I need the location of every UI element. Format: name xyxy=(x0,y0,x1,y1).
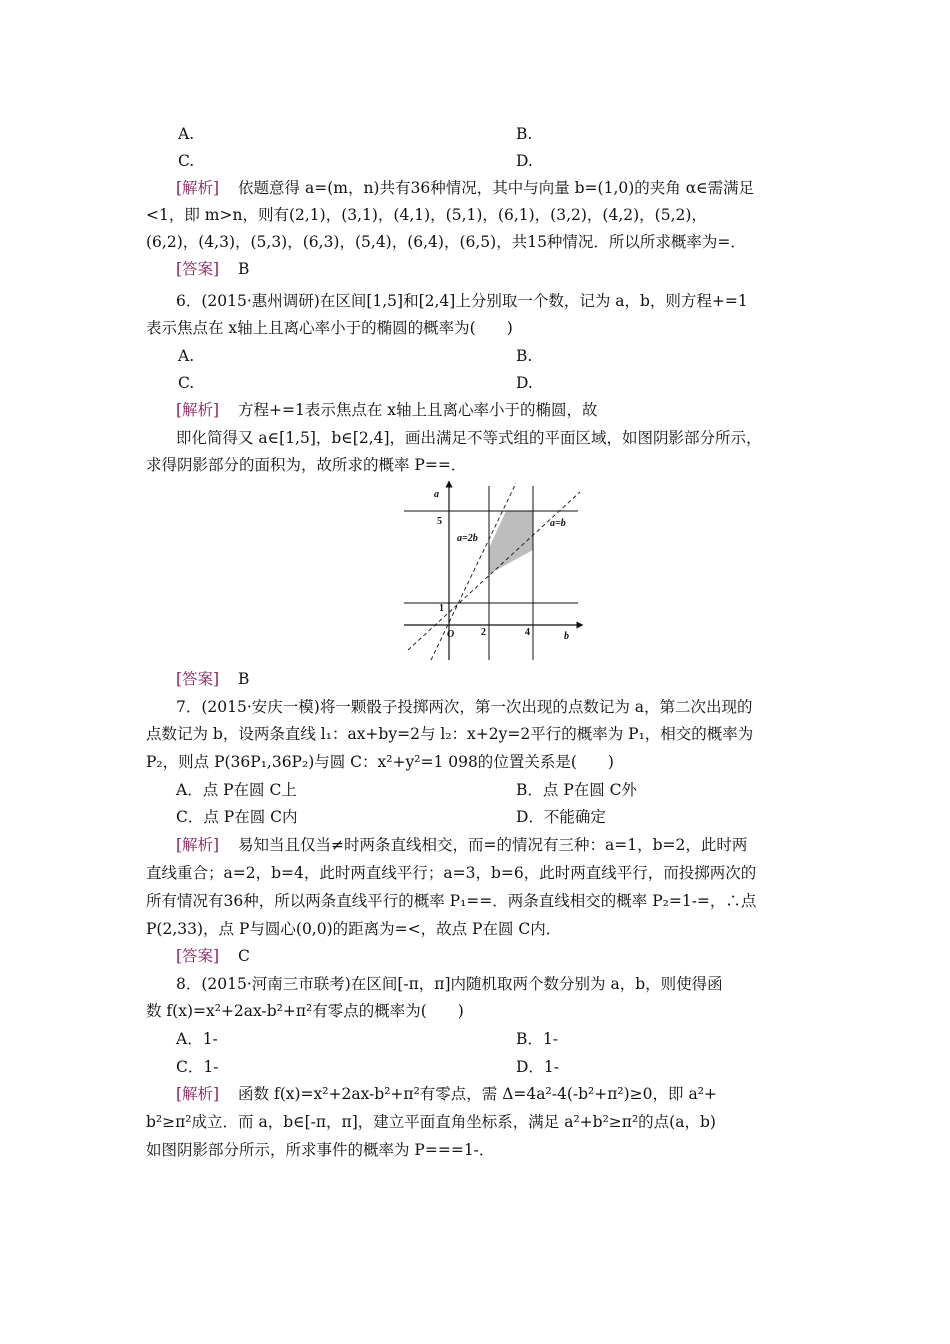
q7-option-c: C．点 P在圆 C内 xyxy=(176,808,298,826)
q6-analysis-text: 方程+=1表示焦点在 x轴上且离心率小于的椭圆，故 xyxy=(238,401,598,419)
line-a-eq-b-label: a=b xyxy=(550,518,566,529)
q6-analysis-tag: [解析] xyxy=(176,401,220,419)
q5-option-c: C. xyxy=(178,152,195,170)
q8-analysis-tag: [解析] xyxy=(176,1085,220,1103)
q6-analysis-line-3: 求得阴影部分的面积为，故所求的概率 P==． xyxy=(146,456,467,474)
q7-analysis-line-1 xyxy=(176,835,747,855)
q7-option-a: A．点 P在圆 C上 xyxy=(176,781,297,799)
tick-label-5: 5 xyxy=(437,516,442,527)
q8-option-c: C．1- xyxy=(176,1058,219,1076)
origin-label: O xyxy=(447,629,455,640)
q5-option-b: B. xyxy=(516,125,533,143)
q5-answer-tag: [答案] xyxy=(176,260,220,278)
q6-answer-value: B xyxy=(238,670,250,688)
q6-stem-line-2: 表示焦点在 x轴上且离心率小于的椭圆的概率为( ) xyxy=(146,319,513,337)
q5-analysis-text: 依题意得 a=(m，n)共有36种情况，其中与向量 b=(1,0)的夹角 α∈需满足 xyxy=(238,179,755,197)
q7-analysis-text: 易知当且仅当≠时两条直线相交，而=的情况有三种：a=1，b=2，此时两 xyxy=(238,836,748,854)
q7-answer-tag: [答案] xyxy=(176,947,220,965)
q7-stem-line-3: P₂，则点 P(36P₁,36P₂)与圆 C：x²+y²=1 098的位置关系是( ) xyxy=(146,753,614,771)
q7-analysis-line-2: 直线重合；a=2，b=4，此时两直线平行；a=3，b=6，此时两直线平行，而投掷两次的 xyxy=(146,864,757,882)
q7-stem-line-2: 点数记为 b，设两条直线 l₁：ax+by=2与 l₂：x+2y=2平行的概率为 P₁，相交的概率为 xyxy=(146,725,754,743)
q7-analysis-line-3: 所有情况有36种，所以两条直线平行的概率 P₁==．两条直线相交的概率 P₂=1-=，∴点 xyxy=(146,892,757,910)
shaded-region xyxy=(489,511,533,574)
q8-analysis-text: 函数 f(x)=x²+2ax-b²+π²有零点，需 Δ=4a²-4(-b²+π²)≥0，即 a²+ xyxy=(238,1085,717,1103)
q5-analysis-line-2: <1，即 m>n，则有(2,1)，(3,1)，(4,1)，(5,1)，(6,1)，(3,2)，(4,2)，(5,2)， xyxy=(146,206,707,224)
q6-figure xyxy=(398,480,584,664)
line-a-eq-2b xyxy=(431,483,516,660)
tick-label-4: 4 xyxy=(525,627,530,638)
q7-stem-line-1: 7．(2015·安庆一模)将一颗骰子投掷两次，第一次出现的点数记为 a，第二次出现的 xyxy=(176,698,753,716)
q7-analysis-line-4: P(2,33)，点 P与圆心(0,0)的距离为=<，故点 P在圆 C内． xyxy=(146,920,562,938)
q8-analysis-line-3: 如图阴影部分所示，所求事件的概率为 P===1-． xyxy=(146,1141,495,1159)
tick-label-1: 1 xyxy=(439,603,444,614)
q8-option-d: D．1- xyxy=(516,1058,560,1076)
q6-answer xyxy=(176,669,249,689)
q6-option-c: C. xyxy=(178,374,195,392)
q5-analysis-tag: [解析] xyxy=(176,179,220,197)
q8-stem-line-2: 数 f(x)=x²+2ax-b²+π²有零点的概率为( ) xyxy=(146,1002,464,1020)
q5-option-d: D. xyxy=(516,152,533,170)
q6-answer-tag: [答案] xyxy=(176,670,220,688)
q5-answer xyxy=(176,259,249,279)
line-a-eq-2b-label: a=2b xyxy=(457,533,478,544)
tick-label-2: 2 xyxy=(481,627,486,638)
q8-stem-line-1: 8．(2015·河南三市联考)在区间[-π，π]内随机取两个数分别为 a，b，则使得函 xyxy=(176,975,723,993)
q8-option-b: B．1- xyxy=(516,1030,558,1048)
q5-option-a: A. xyxy=(178,125,195,143)
q5-answer-value: B xyxy=(238,260,250,278)
q8-analysis-line-1 xyxy=(176,1084,717,1104)
q8-analysis-line-2: b²≥π²成立．而 a，b∈[-π，π]，建立平面直角坐标系，满足 a²+b²≥π²的点(a，b) xyxy=(146,1113,716,1131)
q6-option-d: D. xyxy=(516,374,533,392)
b-axis-label: b xyxy=(564,631,569,642)
q7-option-d: D．不能确定 xyxy=(516,808,606,826)
q6-analysis-line-2: 即化简得又 a∈[1,5]，b∈[2,4]，画出满足不等式组的平面区域，如图阴影部分所示， xyxy=(176,429,762,447)
q6-option-a: A. xyxy=(178,347,195,365)
q8-option-a: A．1- xyxy=(176,1030,218,1048)
q7-option-b: B．点 P在圆 C外 xyxy=(516,781,638,799)
a-axis-label: a xyxy=(434,489,439,500)
q7-answer-value: C xyxy=(238,947,250,965)
q7-analysis-tag: [解析] xyxy=(176,836,220,854)
q6-stem-line-1: 6．(2015·惠州调研)在区间[1,5]和[2,4]上分别取一个数，记为 a，b，则方程+=1 xyxy=(176,292,748,310)
q5-analysis-line-1 xyxy=(176,178,754,198)
q7-answer xyxy=(176,946,250,966)
q5-analysis-line-3: (6,2)，(4,3)，(5,3)，(6,3)，(5,4)，(6,4)，(6,5)，共15种情况．所以所求概率为=． xyxy=(146,233,746,251)
q6-option-b: B. xyxy=(516,347,533,365)
q6-analysis-line-1 xyxy=(176,400,598,420)
